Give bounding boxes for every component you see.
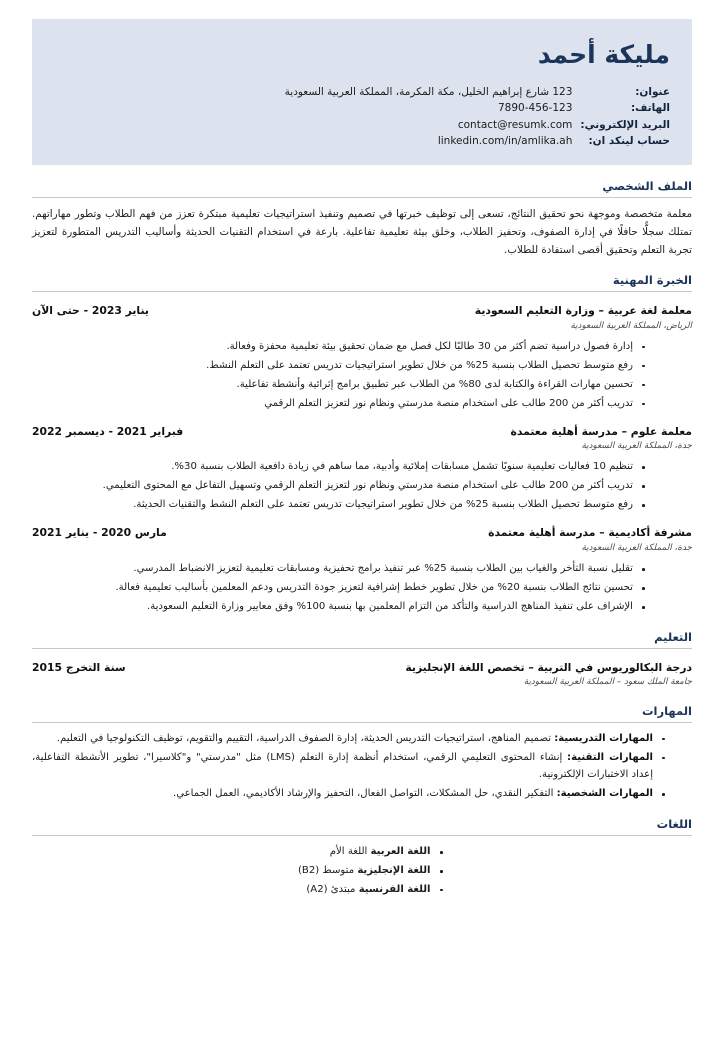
section-skills — [32, 704, 692, 804]
entry-header — [32, 525, 692, 541]
list-item: تدريب أكثر من 200 طالب على استخدام منصة مدرستي ونظام نور لتعزيز التعلم الرقمي — [32, 395, 646, 413]
job-bullet-list — [32, 458, 692, 514]
list-item: رفع متوسط تحصيل الطلاب بنسبة 25% من خلال تطوير استراتيجيات تدريس تعتمد على التعلم النشط. — [32, 357, 646, 375]
list-item: رفع متوسط تحصيل الطلاب بنسبة 25% من خلال تطوير استراتيجيات تدريس تعتمد على التعلم النشط والتقنيات الحديثة. — [32, 496, 646, 514]
skills-list — [32, 730, 692, 804]
graduation-date: سنة التخرج 2015 — [32, 660, 126, 674]
contact-label-email: البريد الإلكتروني: — [580, 118, 670, 131]
job-title: مشرفة أكاديمية – مدرسة أهلية معتمدة — [488, 526, 692, 540]
job-location: جدة، المملكة العربية السعودية — [581, 542, 692, 553]
education-entry — [32, 660, 692, 690]
experience-entry — [32, 424, 692, 515]
language-entry — [281, 843, 444, 862]
page-title: مليكة أحمد — [537, 40, 670, 69]
language-level: متوسط (B2) — [297, 865, 358, 876]
section-divider — [32, 291, 692, 292]
skill-text: التفكير النقدي، حل المشكلات، التواصل الفعال، التحفيز والإرشاد الأكاديمي، العمل الجماعي. — [173, 788, 557, 800]
section-experience — [32, 273, 692, 616]
language-name: اللغة الإنجليزية — [357, 865, 431, 876]
section-title-education: التعليم — [654, 629, 692, 644]
contact-row-phone — [54, 100, 670, 116]
section-divider — [32, 722, 692, 723]
list-item: الإشراف على تنفيذ المناهج الدراسية والتأكد من التزام المعلمين بها بنسبة 100% وفق معايير وزارة التعليم السعودية. — [32, 598, 646, 616]
job-bullet-list — [32, 338, 692, 413]
list-item: تدريب أكثر من 200 طالب على استخدام منصة مدرستي ونظام نور لتعزيز التعلم الرقمي وتسهيل التفاعل مع المحتوى التعليمي. — [32, 477, 646, 495]
list-item — [32, 785, 666, 803]
language-level: اللغة الأم — [329, 846, 371, 858]
entry-header — [32, 660, 692, 676]
language-level: مبتدئ (A2) — [306, 883, 359, 895]
skill-text: تصميم المناهج، استراتيجيات التدريس الحديثة، إدارة الصفوف الدراسية، التقييم والتقويم، توظيف التكنولوجيا في التعليم. — [56, 732, 555, 744]
job-location: الرياض، المملكة العربية السعودية — [570, 320, 692, 331]
job-title: معلمة لغة عربية – وزارة التعليم السعودية — [474, 303, 692, 317]
language-entry — [281, 881, 444, 900]
section-title-languages: اللغات — [656, 817, 692, 832]
languages-list — [32, 843, 692, 899]
cv-header — [32, 19, 692, 165]
contact-row-address — [54, 84, 670, 100]
language-name: اللغة العربية — [370, 846, 431, 858]
skill-label: المهارات الشخصية: — [556, 788, 653, 800]
job-title: معلمة علوم – مدرسة أهلية معتمدة — [510, 424, 692, 438]
list-item: تقليل نسبة التأخر والغياب بين الطلاب بنسبة 25% عبر تنفيذ برامج تحفيزية ومسابقات تعليمية لتعزيز الانضباط المدرسي. — [32, 560, 646, 578]
contact-value-address: 123 شارع إبراهيم الخليل، مكة المكرمة، المملكة العربية السعودية — [284, 86, 573, 99]
experience-entry — [32, 303, 692, 413]
list-item: تحسين نتائج الطلاب بنسبة 20% من خلال تطوير خطط إشرافية لتعزيز جودة التدريس ودعم المعلمين بأساليب تعليمية فعالة. — [32, 579, 646, 597]
entry-header — [32, 424, 692, 440]
cv-page — [0, 19, 724, 1043]
contact-row-linkedin — [54, 133, 670, 149]
entry-header — [32, 303, 692, 319]
contact-value-email[interactable]: contact@resumk.com — [457, 118, 573, 131]
contact-label-address: عنوان: — [635, 86, 670, 99]
list-item — [32, 730, 666, 748]
list-item — [32, 749, 666, 785]
section-title-profile: الملف الشخصي — [602, 178, 692, 193]
section-divider — [32, 197, 692, 198]
language-name: اللغة الفرنسية — [358, 883, 431, 895]
skill-label: المهارات التقنية: — [567, 751, 654, 763]
contact-details — [54, 84, 670, 149]
list-item — [32, 862, 692, 881]
section-languages — [32, 817, 692, 899]
contact-value-phone: 7890-456-123 — [498, 102, 573, 115]
language-entry — [281, 862, 444, 881]
list-item: تحسين مهارات القراءة والكتابة لدى 80% من الطلاب عبر تطبيق برامج إثرائية وأنشطة تفاعلية. — [32, 376, 646, 394]
list-item — [32, 843, 692, 862]
contact-label-linkedin: حساب لينكد ان: — [588, 134, 670, 147]
section-title-skills: المهارات — [642, 703, 692, 718]
university-name: جامعة الملك سعود – المملكة العربية السعودية — [523, 677, 692, 688]
list-item: إدارة فصول دراسية تضم أكثر من 30 طالبًا لكل فصل مع ضمان تحقيق بيئة تعليمية محفزة وفعالة. — [32, 338, 646, 356]
section-title-experience: الخبرة المهنية — [612, 272, 692, 287]
skill-text: إنشاء المحتوى التعليمي الرقمي، استخدام أنظمة إدارة التعلم (LMS) مثل "مدرستي" و"كلاسيرا"، تطوير الأنشطة التفاعلية، إعداد الاختبارات الإلكترونية. — [32, 751, 653, 781]
degree-title: درجة البكالوريوس في التربية – تخصص اللغة الإنجليزية — [405, 660, 692, 674]
profile-summary-text: معلمة متخصصة وموجهة نحو تحقيق النتائج، تسعى إلى توظيف خبرتها في تصميم وتنفيذ استراتيجيات تعليمية مبتكرة تعزز من فهم الطلاب وتطور مهاراتهم. تمتلك سجلًّا حافلًا في إدارة الصفوف، وتحفيز الطلاب، وخلق بيئة تعليمية تفاعلية. بارعة في استخدام التقنيات الحديثة وأساليب التدريس المتطورة لتعزيز تجربة التعلم وتحقيق أقصى استفادة للطلاب. — [32, 207, 692, 256]
section-divider — [32, 835, 692, 836]
section-education — [32, 630, 692, 690]
contact-label-phone: الهاتف: — [630, 102, 670, 115]
section-divider — [32, 648, 692, 649]
list-item: تنظيم 10 فعاليات تعليمية سنويًا تشمل مسابقات إملائية وأدبية، مما ساهم في زيادة دافعية الطلاب بنسبة 30%. — [32, 458, 646, 476]
experience-entry — [32, 525, 692, 616]
job-bullet-list — [32, 560, 692, 616]
job-location: جدة، المملكة العربية السعودية — [581, 441, 692, 452]
list-item — [32, 881, 692, 900]
contact-row-email — [54, 117, 670, 133]
job-date: يناير 2023 - حتى الآن — [32, 303, 149, 317]
job-date: مارس 2020 - يناير 2021 — [32, 526, 167, 540]
section-profile — [32, 179, 692, 259]
contact-value-linkedin[interactable]: linkedin.com/in/amlika.ah — [437, 134, 573, 147]
skill-label: المهارات التدريسية: — [554, 732, 653, 744]
job-date: فبراير 2021 - ديسمبر 2022 — [32, 424, 184, 438]
